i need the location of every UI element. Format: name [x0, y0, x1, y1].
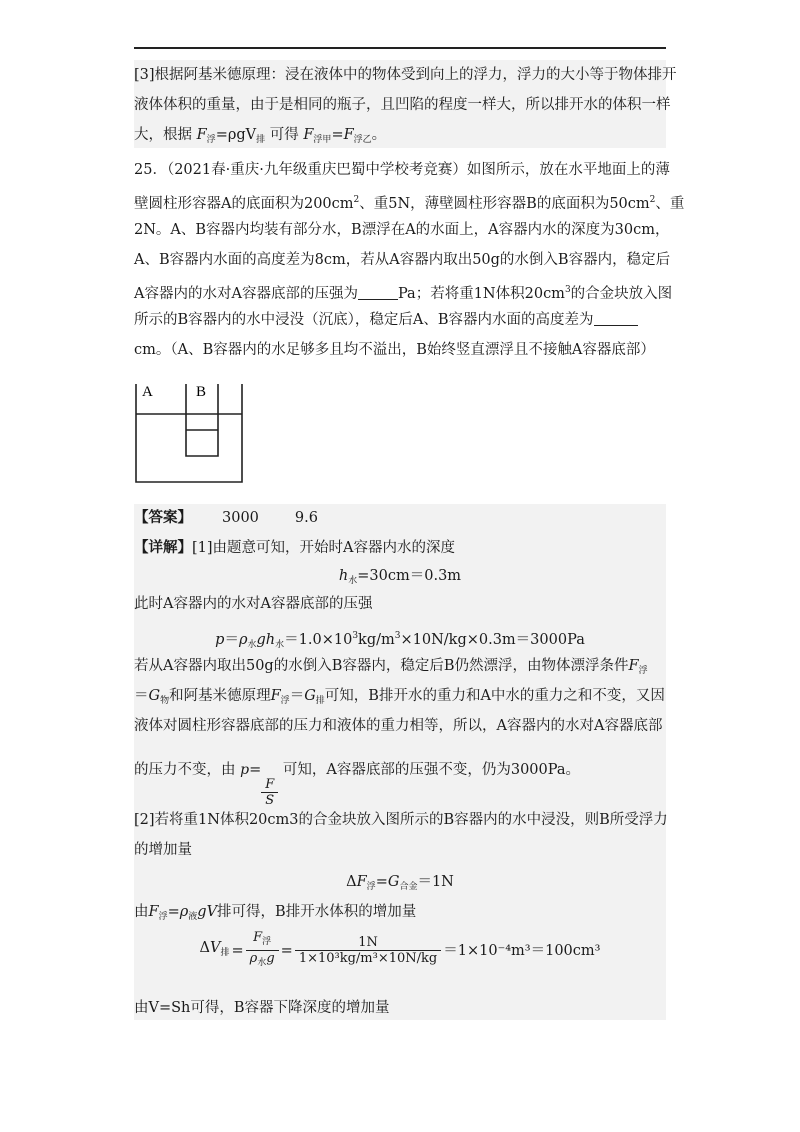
- question-number: 25．: [134, 162, 167, 178]
- prev-explanation-line: 液体体积的重量，由于是相同的瓶子，且凹陷的程度一样大，所以排开水的体积一样: [134, 97, 671, 113]
- answer-value-2: 9.6: [294, 510, 318, 526]
- equation-depth: $h_水=30cm=0.3m$: [338, 568, 462, 586]
- answer-line: [134, 508, 666, 528]
- answer-blank-2: [594, 311, 638, 326]
- label-a: A: [142, 384, 153, 400]
- detail-label: 【详解】: [134, 539, 192, 556]
- answer-blank-1: [358, 285, 398, 300]
- fraction-f-over-s: $\frac{F}{S}$: [261, 777, 278, 808]
- answer-label: 【答案】: [134, 509, 192, 526]
- header-rule: [134, 47, 666, 49]
- answer-value-1: 3000: [222, 510, 259, 526]
- equation-buoyancy-increase: $\Delta F_浮=G_{合金}=1N$: [346, 874, 454, 892]
- prev-explanation-line: 大，根据 $F_浮=\rho gV_排$ 可得 $F_{浮甲}=F_{浮乙}$。: [134, 127, 387, 145]
- equation-pressure: $p=\rho_水gh_水=1.0\times 10^3kg/m^3\times 10N/kg\times 0.3m=3000Pa$: [215, 631, 585, 650]
- label-b: B: [196, 384, 207, 400]
- equation-volume-increase: $\Delta V_排$ = $\frac{F_浮}{\rho_水g}$ = $\frac{1N}{\text{1×10³kg/m³×10N/kg}}$ ＝1×10⁻⁴m³＝100cm³: [134, 930, 666, 970]
- prev-explanation-line: [3]根据阿基米德原理：浸在液体中的物体受到向上的浮力，浮力的大小等于物体排开: [134, 67, 677, 83]
- container-figure: [134, 378, 254, 488]
